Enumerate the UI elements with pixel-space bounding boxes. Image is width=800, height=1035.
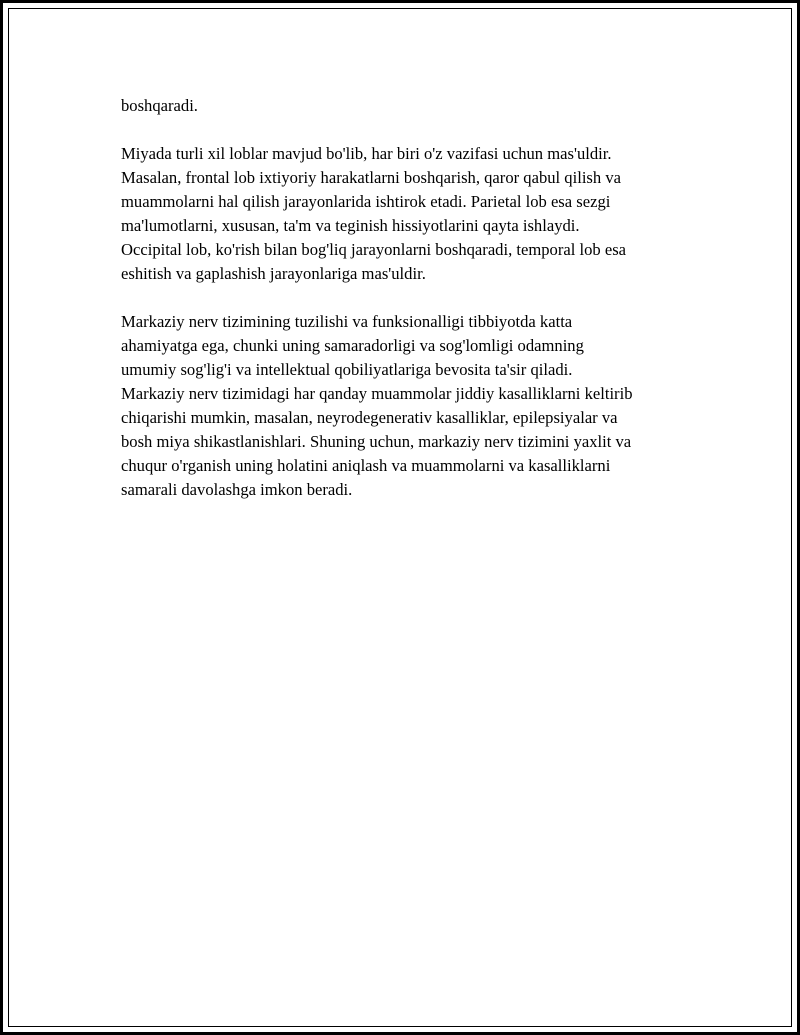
text-line: chuqur o'rganish uning holatini aniqlash va muammolarni va kasalliklarni [121,456,611,475]
document-body [121,94,701,526]
text-line: umumiy sog'lig'i va intellektual qobiliyatlariga bevosita ta'sir qiladi. [121,360,573,379]
text-line: Markaziy nerv tizimidagi har qanday muammolar jiddiy kasalliklarni keltirib [121,384,633,403]
text-line: ma'lumotlarni, xususan, ta'm va teginish hissiyotlarini qayta ishlaydi. [121,216,580,235]
text-line: Masalan, frontal lob ixtiyoriy harakatlarni boshqarish, qaror qabul qilish va [121,168,621,187]
text-line: Markaziy nerv tizimining tuzilishi va funksionalligi tibbiyotda katta [121,312,573,331]
text-line: samarali davolashga imkon beradi. [121,480,353,499]
text-line: bosh miya shikastlanishlari. Shuning uchun, markaziy nerv tizimini yaxlit va [121,432,632,451]
text-line: eshitish va gaplashish jarayonlariga mas'uldir. [121,264,426,283]
paragraph-brain-lobes [121,142,701,286]
text-line: Miyada turli xil loblar mavjud bo'lib, har biri o'z vazifasi uchun mas'uldir. [121,144,612,163]
text-line: Occipital lob, ko'rish bilan bog'liq jarayonlarni boshqaradi, temporal lob esa [121,240,627,259]
text-line: boshqaradi. [121,96,198,115]
paragraph-cns-importance [121,310,701,502]
paragraph-continuation [121,94,701,118]
text-line: muammolarni hal qilish jarayonlarida ishtirok etadi. Parietal lob esa sezgi [121,192,611,211]
text-line: chiqarishi mumkin, masalan, neyrodegenerativ kasalliklar, epilepsiyalar va [121,408,618,427]
text-line: ahamiyatga ega, chunki uning samaradorligi va sog'lomligi odamning [121,336,584,355]
